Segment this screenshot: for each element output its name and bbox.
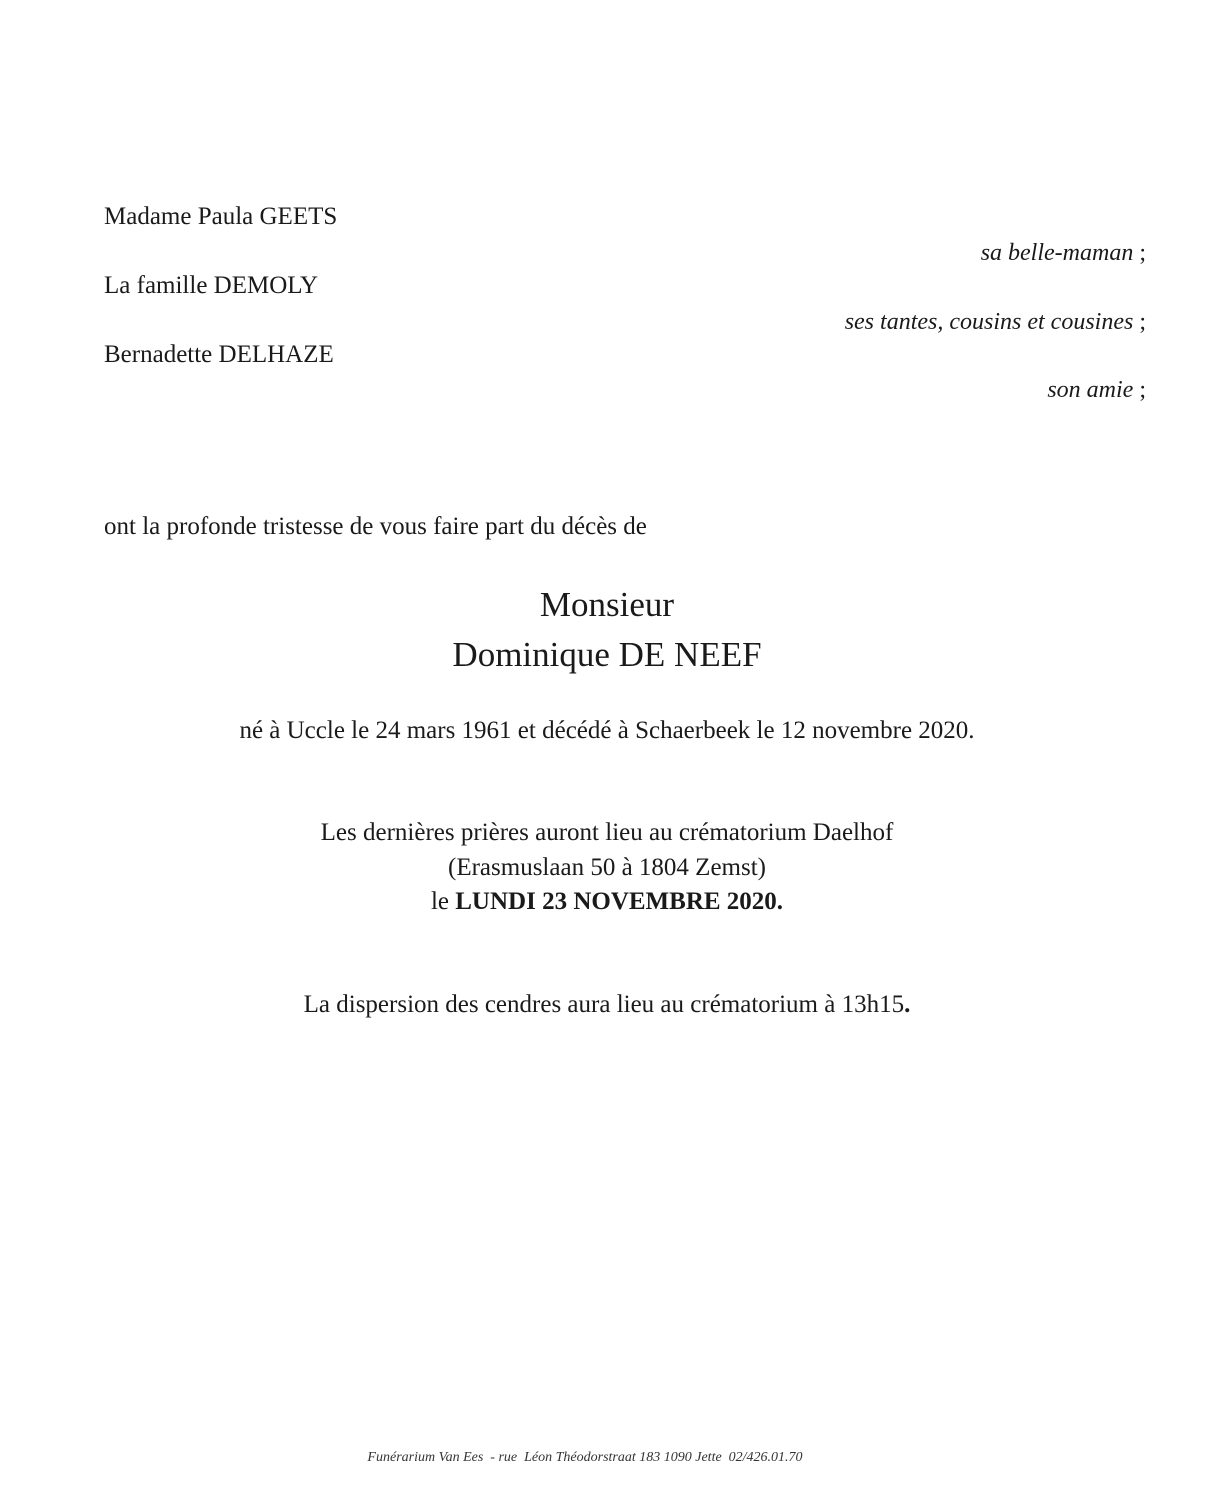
dispersion-text: La dispersion des cendres aura lieu au crématorium à 13h15 bbox=[303, 991, 905, 1018]
date-prefix: le bbox=[430, 888, 456, 915]
honorific: Monsieur bbox=[539, 585, 675, 624]
relation-suffix: ; bbox=[1133, 309, 1146, 335]
funeral-home-footer: Funérarium Van Ees - rue Léon Théodorstraat 183 1090 Jette 02/426.01.70 bbox=[367, 1450, 803, 1465]
relation-text: ses tantes, cousins et cousines bbox=[844, 309, 1134, 335]
deceased-name: Dominique DE NEEF bbox=[452, 635, 762, 674]
mourner-relation-2 bbox=[845, 307, 1146, 337]
relation-text: sa belle-maman bbox=[980, 240, 1134, 266]
mourner-name-2: La famille DEMOLY bbox=[104, 272, 319, 299]
mourner-name-3: Bernadette DELHAZE bbox=[104, 341, 334, 368]
relation-text: son amie bbox=[1047, 377, 1134, 403]
relation-suffix: ; bbox=[1133, 377, 1146, 403]
dispersion-line bbox=[0, 988, 1214, 1022]
ceremony-line: Les dernières prières auront lieu au crématorium Daelhof bbox=[320, 819, 894, 846]
announcement-intro: ont la profonde tristesse de vous faire part du décès de bbox=[104, 513, 647, 540]
ceremony-date-line bbox=[0, 885, 1214, 919]
ceremony-address: (Erasmuslaan 50 à 1804 Zemst) bbox=[448, 854, 766, 881]
mourner-name-1: Madame Paula GEETS bbox=[104, 203, 338, 230]
mourner-relation-3 bbox=[1047, 375, 1146, 405]
ceremony-date: LUNDI 23 NOVEMBRE 2020. bbox=[455, 888, 784, 915]
mourner-relation-1 bbox=[981, 238, 1146, 268]
dispersion-period: . bbox=[904, 991, 911, 1018]
relation-suffix: ; bbox=[1133, 240, 1146, 266]
birth-death-line: né à Uccle le 24 mars 1961 et décédé à Schaerbeek le 12 novembre 2020. bbox=[239, 717, 975, 744]
